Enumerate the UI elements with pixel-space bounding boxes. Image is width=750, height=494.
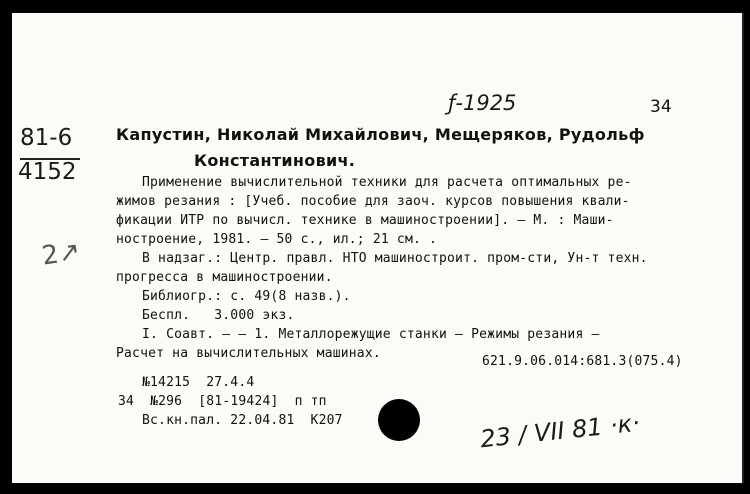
record-number-handwritten: ƒ-1925	[448, 91, 517, 115]
title-line-4: ностроение, 1981. — 50 с., ил.; 21 см. .	[116, 232, 438, 247]
bibliography-note: Библиогр.: с. 49(8 назв.).	[142, 289, 351, 304]
ink-stamp	[378, 399, 420, 441]
side-handwritten-mark: 2↗	[40, 236, 83, 272]
copy-line: 34 №296 [81-19424] п тп	[118, 394, 327, 409]
authors-line-1: Капустин, Николай Михайлович, Мещеряков, Рудольф	[116, 125, 645, 144]
price-note: Беспл. 3.000 экз.	[142, 308, 295, 323]
order-number: №14215 27.4.4	[142, 375, 255, 390]
date-line: Вс.кн.пал. 22.04.81 К207	[142, 413, 343, 428]
bottom-handwritten-note: 23 / VII 81 ·к·	[478, 408, 642, 454]
notes-line-1: В надзаг.: Центр. правл. НТО машиностроит. пром-сти, Ун-т техн.	[142, 251, 648, 266]
notes-line-2: прогресса в машиностроении.	[116, 270, 333, 285]
subjects-line-2: Расчет на вычислительных машинах.	[116, 346, 381, 361]
card-number: 34	[650, 97, 672, 117]
title-line-3: фикации ИТР по вычисл. технике в машиностроении]. — М. : Маши-	[116, 213, 614, 228]
subjects-line-1: I. Соавт. — — 1. Металлорежущие станки — Режимы резания —	[142, 327, 600, 342]
title-line-2: жимов резания : [Учеб. пособие для заоч. курсов повышения квали-	[116, 194, 630, 209]
authors-line-2: Константинович.	[194, 151, 356, 170]
classification-code: 621.9.06.014:681.3(075.4)	[482, 354, 683, 369]
shelfmark-top: 81-6	[20, 125, 73, 151]
catalog-card	[12, 13, 744, 483]
title-line-1: Применение вычислительной техники для расчета оптимальных ре-	[142, 175, 632, 190]
shelfmark-bottom: 4152	[18, 159, 77, 185]
